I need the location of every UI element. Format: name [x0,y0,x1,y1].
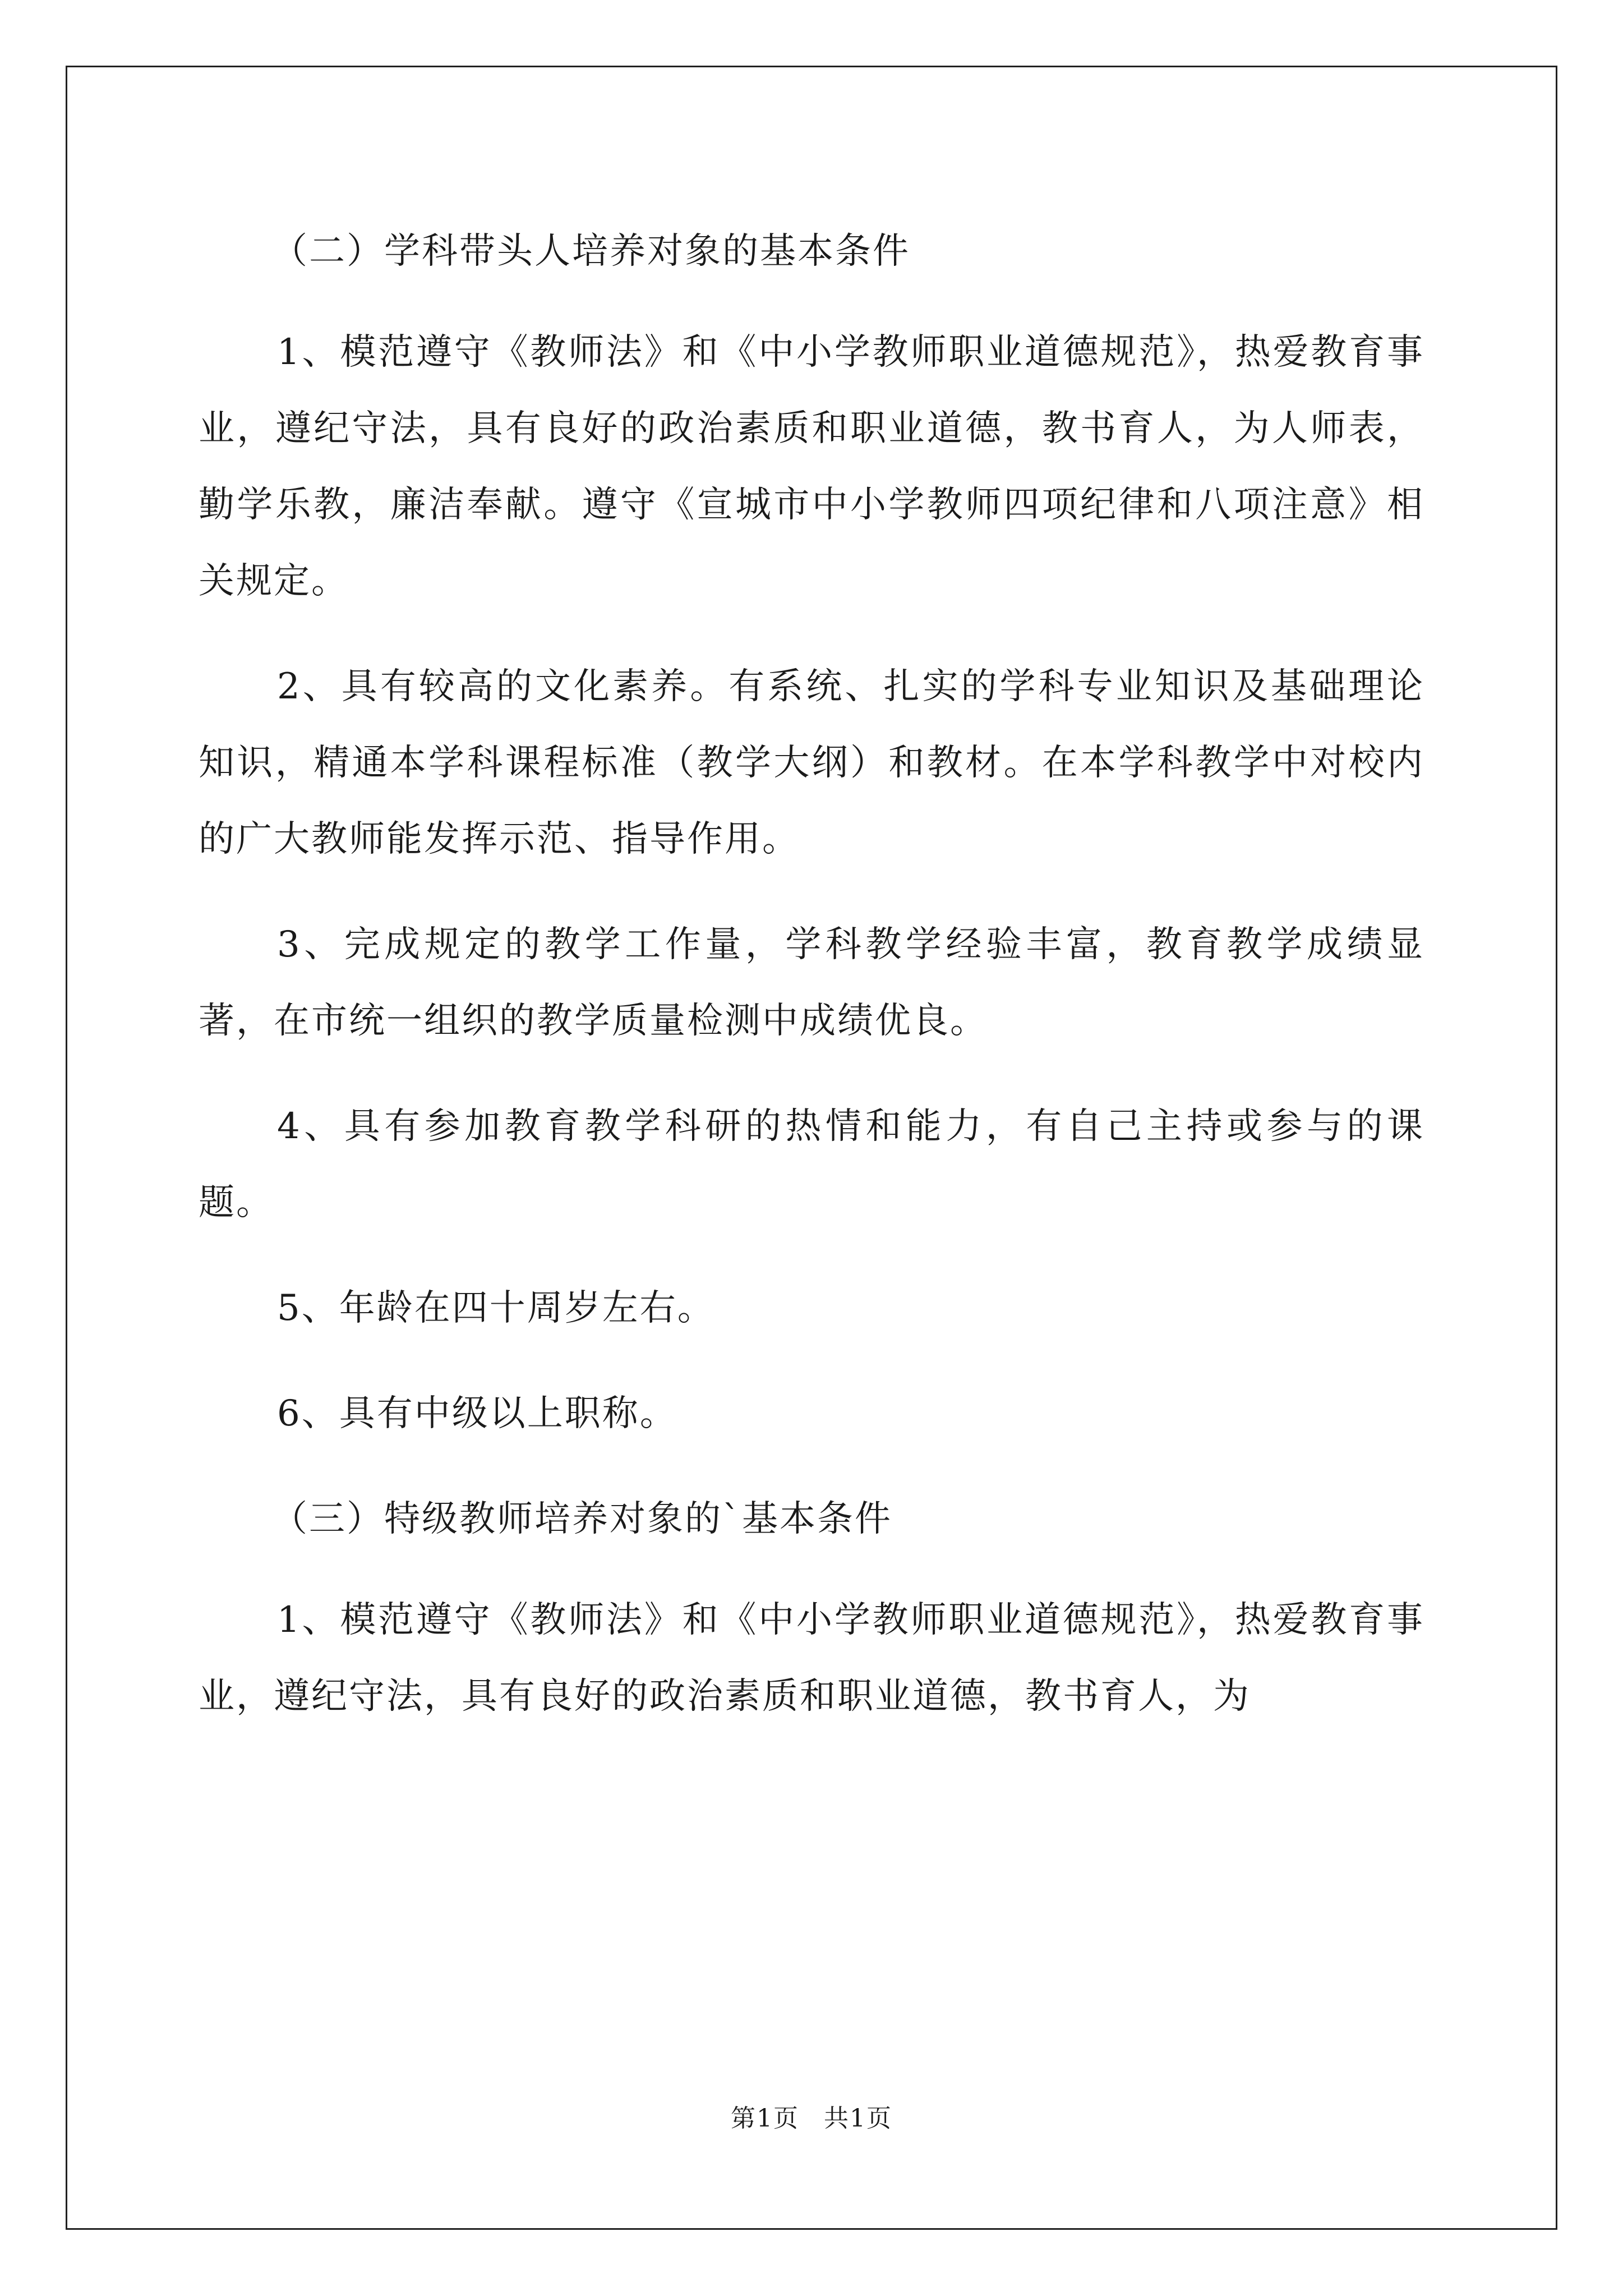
paragraph-2-6: 6、具有中级以上职称。 [277,1393,677,1434]
section-heading-2: （二）学科带头人培养对象的基本条件 [271,231,910,272]
paragraph-2-2: 2、具有较高的文化素养。有系统、扎实的学科专业知识及基础理论知识，精通本学科课程标准（教学大纲）和教材。在本学科教学中对校内的广大教师能发挥示范、指导作用。 [199,666,1424,860]
page-footer [0,2098,1623,2134]
paragraph-2-5: 5、年龄在四十周岁左右。 [277,1287,715,1329]
section-heading-3: （三）特级教师培养对象的`基本条件 [271,1498,892,1540]
document-body [199,213,1424,1764]
paragraph-3-1: 1、模范遵守《教师法》和《中小学教师职业道德规范》，热爱教育事业，遵纪守法，具有良好的政治素质和职业道德，教书育人，为 [199,1599,1424,1717]
paragraph-2-3: 3、完成规定的教学工作量，学科教学经验丰富，教育教学成绩显著，在市统一组织的教学质量检测中成绩优良。 [199,924,1424,1042]
page-number: 第1页 [731,2104,799,2133]
page-total: 共1页 [824,2104,892,2133]
paragraph-2-1: 1、模范遵守《教师法》和《中小学教师职业道德规范》，热爱教育事业，遵纪守法，具有良好的政治素质和职业道德，教书育人，为人师表，勤学乐教，廉洁奉献。遵守《宣城市中小学教师四项纪律和八项注意》相关规定。 [199,332,1424,602]
paragraph-2-4: 4、具有参加教育教学科研的热情和能力，有自己主持或参与的课题。 [199,1106,1424,1223]
